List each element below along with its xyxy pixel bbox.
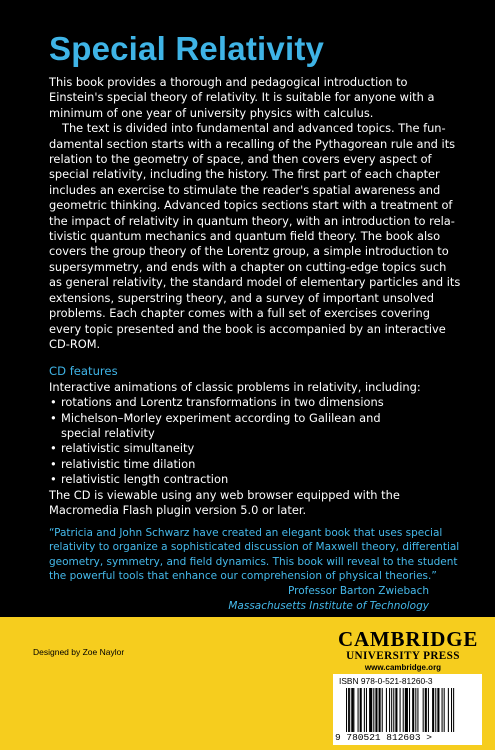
text-line: tivistic quantum mechanics and quantum field theory. The book also bbox=[49, 229, 441, 244]
endorsement-quote bbox=[49, 526, 474, 583]
barcode-bars bbox=[346, 688, 470, 732]
barcode-bar bbox=[442, 688, 443, 732]
publisher-name: CAMBRIDGE bbox=[338, 627, 479, 651]
quote-institution: Massachusetts Institute of Technology bbox=[228, 600, 429, 612]
barcode-bar bbox=[382, 688, 383, 732]
barcode-bar bbox=[453, 688, 454, 732]
text-line: includes an exercise to stimulate the reader's spatial awareness and bbox=[49, 182, 441, 197]
barcode-bar bbox=[448, 688, 449, 732]
barcode-bar bbox=[403, 688, 404, 732]
cd-features-intro: Interactive animations of classic problems in relativity, including: bbox=[49, 379, 421, 394]
barcode-bar bbox=[451, 688, 452, 732]
barcode-bar bbox=[437, 688, 439, 732]
barcode-bar bbox=[391, 688, 392, 732]
list-item bbox=[49, 411, 479, 442]
barcode-bar bbox=[366, 688, 367, 732]
barcode-bar bbox=[415, 688, 416, 732]
designer-credit: Designed by Zoe Naylor bbox=[33, 647, 125, 657]
text-line: problems. Each chapter comes with a full set of exercises covering bbox=[49, 306, 430, 321]
publisher-subtitle: UNIVERSITY PRESS bbox=[346, 650, 460, 662]
quote-line: geometry, symmetry, and field dynamics. This book will reveal to the student bbox=[49, 555, 458, 568]
quote-line: “Patricia and John Schwarz have created an elegant book that uses special bbox=[49, 527, 443, 539]
list-item bbox=[49, 472, 479, 487]
description-paragraph bbox=[49, 75, 479, 121]
barcode-bar bbox=[395, 688, 397, 732]
text-line: The CD is viewable using any web browser equipped with the bbox=[49, 487, 400, 502]
list-item-text: • Michelson–Morley experiment according to Galilean and bbox=[61, 410, 381, 425]
book-title: Special Relativity bbox=[49, 30, 325, 67]
barcode-digits: 9 780521 812603 > bbox=[335, 732, 432, 743]
text-line: damental section starts with a recalling of the Pythagorean rule and its bbox=[49, 136, 456, 151]
cd-features-heading: CD features bbox=[49, 364, 118, 379]
barcode-bar bbox=[400, 688, 401, 732]
text-line: This book provides a thorough and pedagogical introduction to bbox=[49, 75, 408, 89]
quote-line: the powerful tools that enhance our comprehension of physical theories.” bbox=[49, 569, 437, 582]
barcode-bar bbox=[428, 688, 429, 732]
text-line: Einstein's special theory of relativity. It is suitable for anyone with a bbox=[49, 90, 435, 105]
list-item-text: • rotations and Lorentz transformations in two dimensions bbox=[61, 395, 384, 410]
cd-requirements-note bbox=[49, 488, 479, 519]
list-item-text: • relativistic length contraction bbox=[61, 472, 229, 487]
barcode-bar bbox=[425, 688, 427, 732]
text-line: relation to the geometry of space, and then covers every aspect of bbox=[49, 152, 432, 167]
barcode-bar bbox=[373, 688, 374, 732]
text-line: Macromedia Flash plugin version 5.0 or later. bbox=[49, 502, 307, 517]
barcode-bar bbox=[412, 688, 414, 732]
isbn-barcode bbox=[333, 674, 482, 745]
text-line: special relativity, including the history. The first part of each chapter bbox=[49, 167, 440, 182]
barcode-bar bbox=[379, 688, 381, 732]
barcode-bar bbox=[405, 688, 408, 732]
text-line: geometric thinking. Advanced topics sections start with a treatment of bbox=[49, 198, 453, 213]
barcode-bar bbox=[386, 688, 387, 732]
isbn-number: ISBN 978-0-521-81260-3 bbox=[339, 676, 433, 686]
barcode-bar bbox=[369, 688, 372, 732]
barcode-bar bbox=[364, 688, 365, 732]
barcode-bar bbox=[444, 688, 445, 732]
barcode-bar bbox=[409, 688, 410, 732]
barcode-bar bbox=[417, 688, 418, 732]
list-item-text: • relativistic simultaneity bbox=[61, 441, 195, 456]
barcode-bar bbox=[360, 688, 362, 732]
text-line: every topic presented and the book is accompanied by an interactive bbox=[49, 321, 446, 336]
quote-author: Professor Barton Zwiebach bbox=[287, 585, 429, 597]
cd-features-list bbox=[49, 395, 479, 487]
barcode-bar bbox=[348, 688, 349, 732]
list-item bbox=[49, 441, 479, 456]
barcode-bar bbox=[351, 688, 353, 732]
barcode-bar bbox=[349, 688, 350, 732]
text-line: extensions, superstring theory, and a survey of important unsolved bbox=[49, 290, 435, 305]
list-item bbox=[49, 395, 479, 410]
description-paragraph bbox=[49, 121, 479, 352]
book-description bbox=[49, 75, 479, 518]
barcode-bar bbox=[423, 688, 424, 732]
text-line: minimum of one year of university physics with calculus. bbox=[49, 105, 374, 120]
publisher-url: www.cambridge.org bbox=[364, 663, 442, 672]
barcode-bar bbox=[389, 688, 390, 732]
barcode-bar bbox=[346, 688, 347, 732]
text-line: covers the group theory of the Lorentz group, a simple introduction to bbox=[49, 244, 449, 259]
barcode-bar bbox=[432, 688, 434, 732]
quote-line: relativity to organize a sophisticated discussion of Maxwell theory, differential bbox=[49, 541, 460, 554]
barcode-bar bbox=[353, 688, 354, 732]
list-item bbox=[49, 457, 479, 472]
text-line: The text is divided into fundamental and advanced topics. The fun- bbox=[62, 121, 446, 136]
barcode-bar bbox=[375, 688, 377, 732]
text-line: CD-ROM. bbox=[49, 336, 101, 351]
barcode-bar bbox=[435, 688, 436, 732]
text-line: the impact of relativity in quantum theory, with an introduction to rela- bbox=[49, 213, 455, 228]
list-item-text: • relativistic time dilation bbox=[61, 456, 196, 471]
text-line: supersymmetry, and ends with a chapter on cutting-edge topics such bbox=[49, 259, 447, 274]
publisher-band bbox=[0, 617, 495, 750]
text-line: as general relativity, the standard model of elementary particles and its bbox=[49, 275, 461, 290]
barcode-bar bbox=[358, 688, 359, 732]
barcode-bar bbox=[393, 688, 394, 732]
list-item-text: special relativity bbox=[61, 425, 155, 440]
publisher-logo bbox=[338, 627, 479, 673]
